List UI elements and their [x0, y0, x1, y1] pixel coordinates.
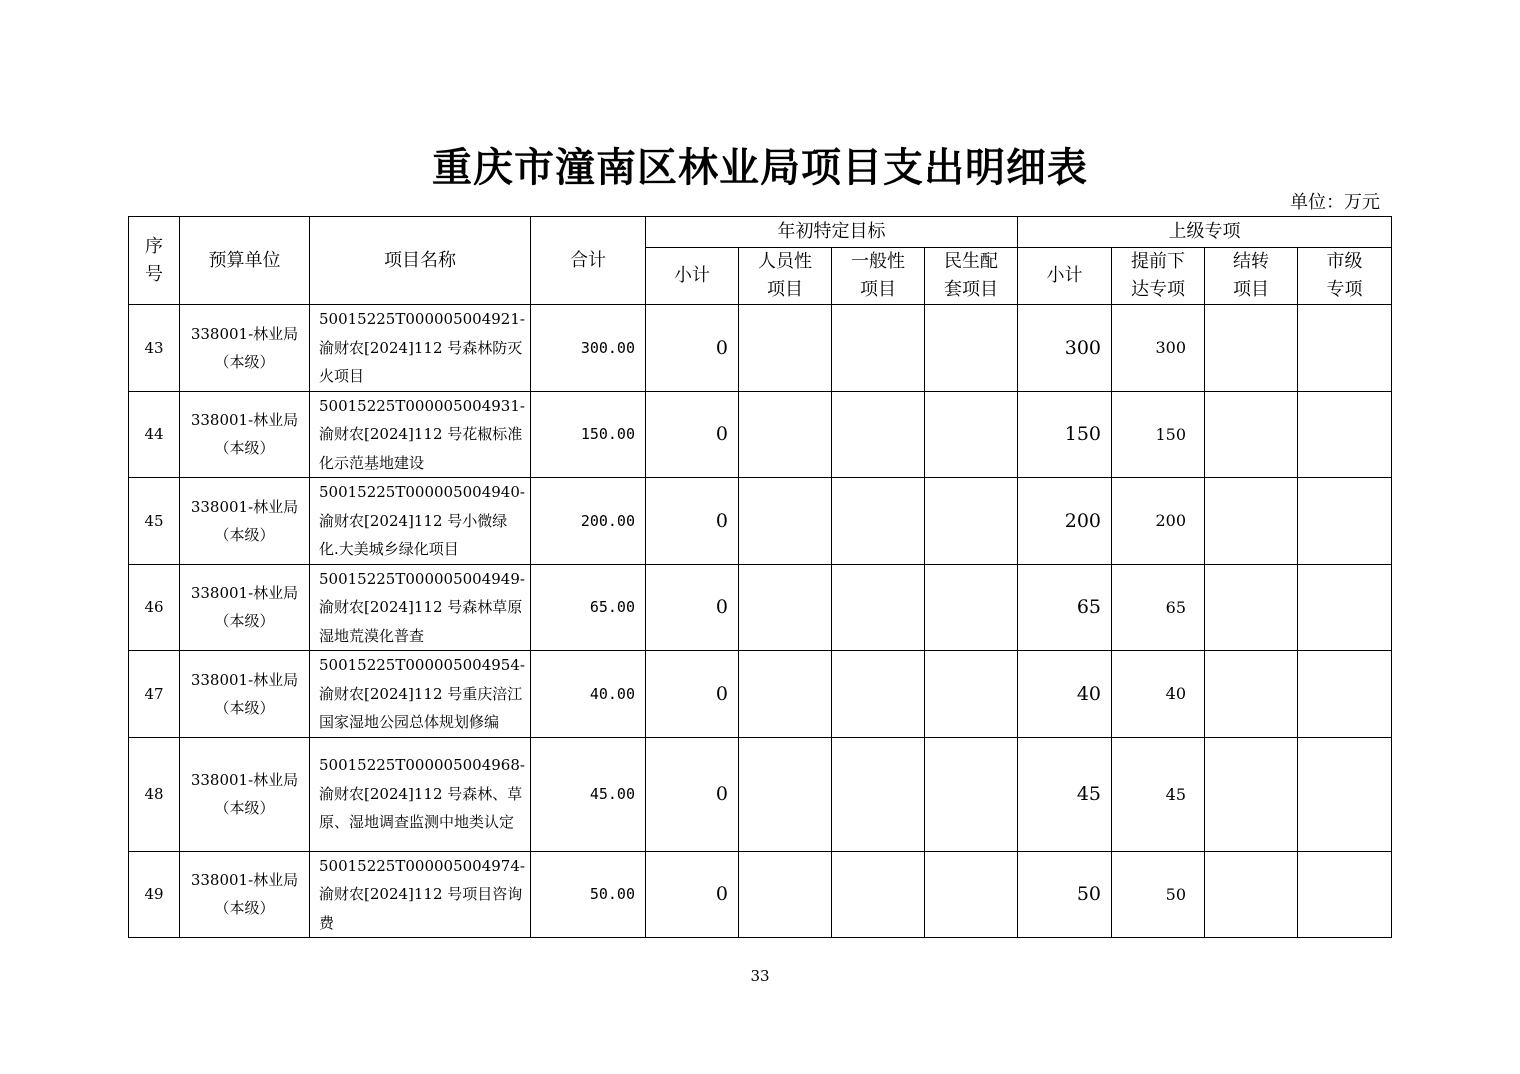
cell-seq: 46	[129, 564, 180, 651]
cell-upper-subtotal: 40	[1018, 651, 1112, 738]
cell-seq: 43	[129, 305, 180, 392]
header-annual-subtotal: 小计	[646, 248, 739, 305]
cell-seq: 45	[129, 478, 180, 565]
cell-annual-livelihood	[925, 851, 1018, 938]
cell-upper-city	[1298, 651, 1392, 738]
cell-annual-personnel	[739, 737, 832, 851]
cell-budget-unit: 338001-林业局 （本级）	[180, 305, 310, 392]
cell-project-name: 50015225T000005004968-渝财农[2024]112 号森林、草原、湿地调查监测中地类认定	[310, 737, 531, 851]
header-upper-advance: 提前下 达专项	[1112, 248, 1205, 305]
cell-total: 200.00	[531, 478, 646, 565]
cell-budget-unit: 338001-林业局 （本级）	[180, 651, 310, 738]
unit-label: 单位：万元	[1290, 192, 1380, 213]
cell-upper-subtotal: 150	[1018, 391, 1112, 478]
header-upper-carryover: 结转 项目	[1205, 248, 1298, 305]
header-total: 合计	[531, 217, 646, 305]
cell-total: 50.00	[531, 851, 646, 938]
cell-project-name: 50015225T000005004974-渝财农[2024]112 号项目咨询费	[310, 851, 531, 938]
cell-total: 45.00	[531, 737, 646, 851]
cell-annual-general	[832, 391, 925, 478]
cell-annual-general	[832, 851, 925, 938]
cell-upper-carryover	[1205, 478, 1298, 565]
cell-seq: 44	[129, 391, 180, 478]
cell-upper-carryover	[1205, 651, 1298, 738]
cell-upper-city	[1298, 391, 1392, 478]
cell-budget-unit: 338001-林业局 （本级）	[180, 391, 310, 478]
cell-annual-subtotal: 0	[646, 564, 739, 651]
cell-upper-carryover	[1205, 737, 1298, 851]
cell-upper-advance: 300	[1112, 305, 1205, 392]
cell-upper-subtotal: 50	[1018, 851, 1112, 938]
cell-annual-personnel	[739, 391, 832, 478]
cell-upper-city	[1298, 305, 1392, 392]
header-group-annual: 年初特定目标	[646, 217, 1018, 248]
cell-project-name: 50015225T000005004931-渝财农[2024]112 号花椒标准化示范基地建设	[310, 391, 531, 478]
cell-upper-subtotal: 200	[1018, 478, 1112, 565]
table-header	[129, 217, 1392, 305]
cell-budget-unit: 338001-林业局 （本级）	[180, 478, 310, 565]
cell-upper-advance: 45	[1112, 737, 1205, 851]
header-upper-city: 市级 专项	[1298, 248, 1392, 305]
cell-upper-advance: 65	[1112, 564, 1205, 651]
cell-annual-personnel	[739, 305, 832, 392]
cell-project-name: 50015225T000005004921-渝财农[2024]112 号森林防灭火项目	[310, 305, 531, 392]
cell-upper-subtotal: 45	[1018, 737, 1112, 851]
cell-upper-advance: 50	[1112, 851, 1205, 938]
cell-budget-unit: 338001-林业局 （本级）	[180, 851, 310, 938]
cell-seq: 47	[129, 651, 180, 738]
header-annual-personnel: 人员性 项目	[739, 248, 832, 305]
cell-annual-subtotal: 0	[646, 305, 739, 392]
cell-annual-general	[832, 737, 925, 851]
cell-annual-personnel	[739, 478, 832, 565]
cell-annual-livelihood	[925, 305, 1018, 392]
page-title: 重庆市潼南区林业局项目支出明细表	[432, 144, 1088, 191]
cell-upper-advance: 40	[1112, 651, 1205, 738]
cell-annual-subtotal: 0	[646, 851, 739, 938]
cell-upper-carryover	[1205, 391, 1298, 478]
cell-total: 150.00	[531, 391, 646, 478]
header-annual-livelihood: 民生配 套项目	[925, 248, 1018, 305]
table-row	[129, 564, 1392, 651]
cell-seq: 48	[129, 737, 180, 851]
cell-project-name: 50015225T000005004954-渝财农[2024]112 号重庆涪江国家湿地公园总体规划修编	[310, 651, 531, 738]
expenditure-table	[128, 216, 1392, 938]
cell-annual-general	[832, 564, 925, 651]
cell-upper-carryover	[1205, 564, 1298, 651]
cell-total: 65.00	[531, 564, 646, 651]
cell-annual-general	[832, 305, 925, 392]
header-upper-subtotal: 小计	[1018, 248, 1112, 305]
cell-upper-city	[1298, 478, 1392, 565]
cell-upper-subtotal: 300	[1018, 305, 1112, 392]
cell-project-name: 50015225T000005004949-渝财农[2024]112 号森林草原湿地荒漠化普查	[310, 564, 531, 651]
cell-annual-general	[832, 478, 925, 565]
cell-annual-general	[832, 651, 925, 738]
cell-upper-carryover	[1205, 305, 1298, 392]
header-project-name: 项目名称	[310, 217, 531, 305]
table-row	[129, 305, 1392, 392]
cell-upper-advance: 150	[1112, 391, 1205, 478]
cell-annual-personnel	[739, 651, 832, 738]
table-row	[129, 478, 1392, 565]
table-row	[129, 737, 1392, 851]
header-annual-general: 一般性 项目	[832, 248, 925, 305]
cell-annual-personnel	[739, 851, 832, 938]
header-seq: 序 号	[129, 217, 180, 305]
table-row	[129, 391, 1392, 478]
cell-annual-subtotal: 0	[646, 478, 739, 565]
cell-budget-unit: 338001-林业局 （本级）	[180, 737, 310, 851]
page-number: 33	[750, 967, 770, 985]
cell-project-name: 50015225T000005004940-渝财农[2024]112 号小微绿化.大美城乡绿化项目	[310, 478, 531, 565]
header-group-upper: 上级专项	[1018, 217, 1392, 248]
table-row	[129, 851, 1392, 938]
cell-upper-subtotal: 65	[1018, 564, 1112, 651]
cell-upper-carryover	[1205, 851, 1298, 938]
cell-annual-subtotal: 0	[646, 391, 739, 478]
cell-annual-livelihood	[925, 564, 1018, 651]
cell-total: 300.00	[531, 305, 646, 392]
cell-annual-livelihood	[925, 391, 1018, 478]
cell-annual-livelihood	[925, 478, 1018, 565]
cell-upper-city	[1298, 564, 1392, 651]
cell-annual-livelihood	[925, 737, 1018, 851]
cell-budget-unit: 338001-林业局 （本级）	[180, 564, 310, 651]
cell-annual-livelihood	[925, 651, 1018, 738]
cell-seq: 49	[129, 851, 180, 938]
cell-upper-city	[1298, 737, 1392, 851]
cell-upper-city	[1298, 851, 1392, 938]
cell-total: 40.00	[531, 651, 646, 738]
cell-upper-advance: 200	[1112, 478, 1205, 565]
table-body	[129, 305, 1392, 938]
cell-annual-personnel	[739, 564, 832, 651]
table-row	[129, 651, 1392, 738]
cell-annual-subtotal: 0	[646, 737, 739, 851]
cell-annual-subtotal: 0	[646, 651, 739, 738]
header-budget-unit: 预算单位	[180, 217, 310, 305]
